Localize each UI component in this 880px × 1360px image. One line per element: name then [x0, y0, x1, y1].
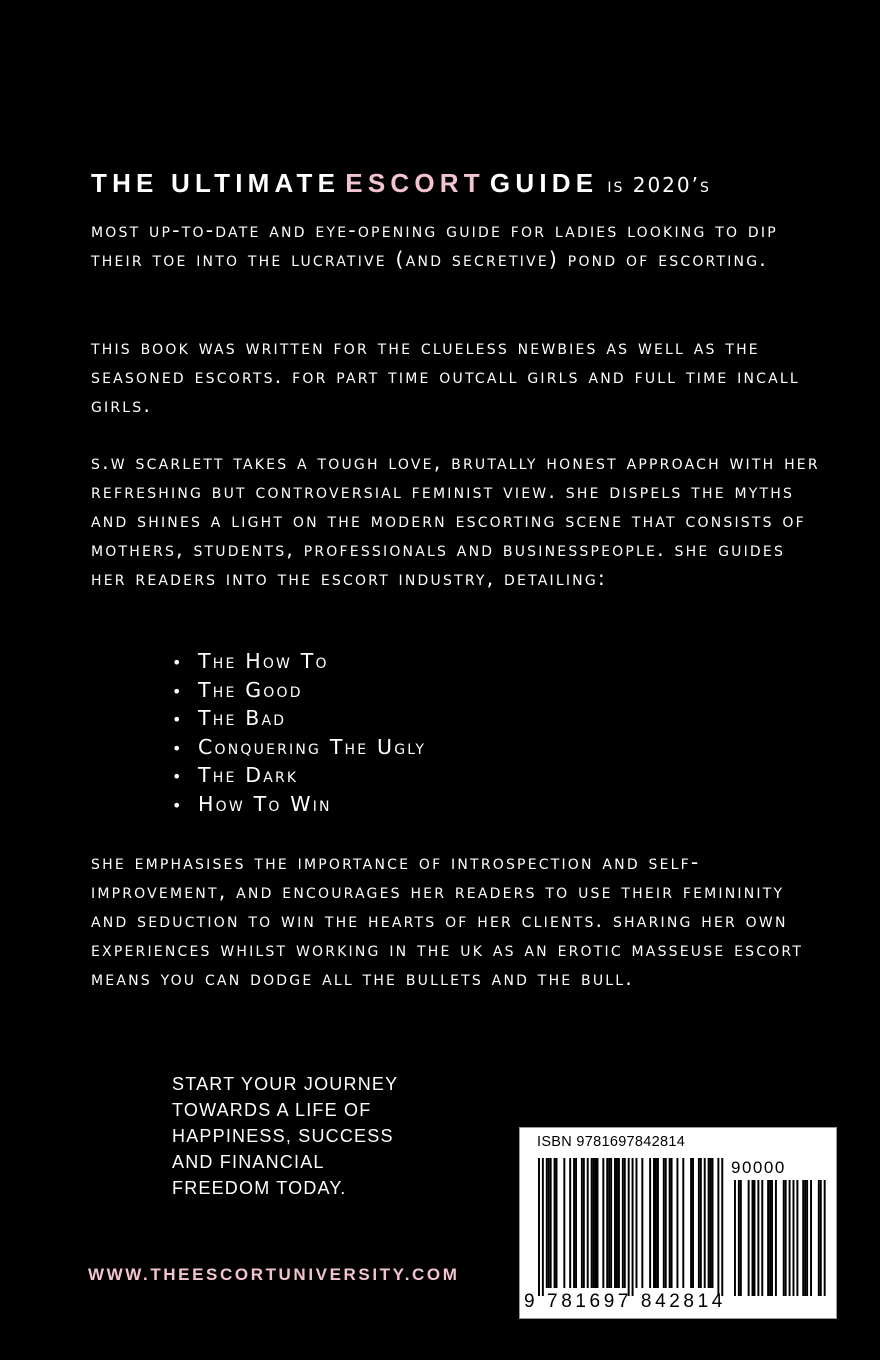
headline-guide: GUIDE: [489, 168, 599, 198]
barcode-bar: [569, 1158, 571, 1288]
barcode-bar: [682, 1158, 684, 1288]
barcode-bar: [641, 1158, 643, 1288]
barcode-bar: [700, 1158, 702, 1288]
barcode-bar: [622, 1158, 624, 1288]
barcode-bar: [591, 1158, 593, 1288]
barcode-bar: [542, 1158, 544, 1296]
barcode-bar: [546, 1158, 548, 1288]
addon-bar: [769, 1180, 771, 1296]
addon-bar: [785, 1180, 787, 1296]
addon-bar: [793, 1180, 795, 1296]
paragraph-audience: this book was written for the clueless newbies as well as the seasoned escorts. for part time outcall girls and full time incall girls.: [91, 335, 800, 417]
list-item: • Conquering The Ugly: [172, 733, 426, 762]
barcode-bar: [717, 1158, 719, 1296]
barcode-bar: [606, 1158, 608, 1288]
addon-bar: [771, 1180, 773, 1296]
barcode-bar: [548, 1158, 550, 1288]
addon-bar: [752, 1180, 754, 1296]
barcode-bar: [669, 1158, 671, 1288]
bullet-icon: •: [172, 681, 182, 701]
barcode-bar: [671, 1158, 673, 1288]
topics-list: [172, 647, 426, 819]
addon-bar: [796, 1180, 798, 1296]
barcode-bar: [575, 1158, 577, 1288]
barcode-bar: [538, 1158, 540, 1296]
addon-bar: [810, 1180, 812, 1296]
list-item: • How To Win: [172, 790, 426, 819]
barcode-bar: [583, 1158, 585, 1288]
addon-bar: [775, 1180, 777, 1296]
addon-bar: [783, 1180, 785, 1296]
barcode-bar: [614, 1158, 616, 1288]
bullet-icon: •: [172, 653, 182, 672]
addon-bar: [761, 1180, 763, 1296]
barcode-bar: [554, 1158, 556, 1288]
headline: [91, 168, 711, 199]
barcode-bar: [587, 1158, 589, 1288]
addon-bar: [757, 1180, 759, 1296]
bullet-icon: •: [172, 767, 182, 787]
paragraph-introspection: she emphasises the importance of introspection and self-improvement, and encourages her readers to use their femininity and seduction to win the hearts of her clients. sharing her own experiences whilst working in the uk as an erotic masseuse escort means you can dodge all the bullets and the bull.: [91, 850, 804, 990]
addon-bar: [767, 1180, 769, 1296]
addon-bar: [734, 1180, 736, 1296]
price-code: 90000: [731, 1158, 786, 1177]
list-item: • The Dark: [172, 761, 426, 790]
barcode-bar: [698, 1158, 700, 1288]
list-item: • The Good: [172, 676, 426, 705]
barcode-bar: [710, 1158, 712, 1288]
barcode-bar: [653, 1158, 655, 1288]
addon-bar: [738, 1180, 740, 1296]
isbn-label: ISBN 9781697842814: [537, 1134, 686, 1150]
barcode-bar: [721, 1158, 723, 1296]
bullet-icon: •: [172, 738, 182, 758]
paragraph-intro: most up-to-date and eye-opening guide for ladies looking to dip their toe into the lucrative (and secretive) pond of escorting.: [91, 218, 778, 271]
barcode-bar: [628, 1158, 630, 1296]
barcode-bar: [597, 1158, 599, 1288]
journey-callout: START YOUR JOURNEY TOWARDS A LIFE OF HAPPINESS, SUCCESS AND FINANCIAL FREEDOM TODAY.: [172, 1074, 399, 1198]
addon-bar: [820, 1180, 822, 1296]
headline-escort: ESCORT: [345, 168, 485, 198]
list-item: • The How To: [172, 647, 426, 676]
barcode-digits: 9 781697 842814: [524, 1291, 726, 1312]
headline-tail: is 2020’s: [607, 173, 711, 197]
barcode-bar: [556, 1158, 558, 1288]
addon-bar: [802, 1180, 804, 1296]
barcode-bar: [563, 1158, 565, 1288]
barcode-bar: [712, 1158, 714, 1288]
list-item: • The Bad: [172, 704, 426, 733]
barcode-bar: [581, 1158, 583, 1288]
paragraph-author-approach: s.w scarlett takes a tough love, brutally honest approach with her refreshing but controversial feminist view. she dispels the myths and shines a light on the modern escorting scene that consists of mothers, students, professionals and businesspeople. she guides her readers into the escort industry, detailing:: [91, 450, 820, 590]
addon-bar: [818, 1180, 820, 1296]
barcode-bar: [632, 1158, 634, 1296]
barcode-bar: [602, 1158, 604, 1288]
barcode-bar: [595, 1158, 597, 1288]
barcode-bar: [573, 1158, 575, 1288]
addon-bar: [804, 1180, 806, 1296]
barcode-bar: [636, 1158, 638, 1288]
barcode-bar: [663, 1158, 665, 1288]
addon-bar: [754, 1180, 756, 1296]
barcode-bar: [657, 1158, 659, 1288]
barcode-bar: [692, 1158, 694, 1288]
barcode-bar: [655, 1158, 657, 1288]
addon-bar: [824, 1180, 826, 1296]
barcode-bar: [690, 1158, 692, 1288]
barcode-bar: [665, 1158, 667, 1288]
addon-bar: [740, 1180, 742, 1296]
addon-bar: [789, 1180, 791, 1296]
barcode-box: [519, 1127, 837, 1319]
barcode-bar: [704, 1158, 706, 1288]
barcode-bar: [608, 1158, 610, 1288]
addon-bar: [748, 1180, 750, 1296]
barcode-bar: [624, 1158, 626, 1288]
barcode-bar: [550, 1158, 552, 1288]
bullet-icon: •: [172, 710, 182, 730]
barcode-bar: [593, 1158, 595, 1288]
barcode-bar: [610, 1158, 612, 1288]
barcode-bar: [616, 1158, 618, 1288]
barcode-bar: [618, 1158, 620, 1288]
website-url[interactable]: WWW.THEESCORTUNIVERSITY.COM: [88, 1265, 460, 1284]
barcode-bar: [676, 1158, 678, 1288]
bullet-icon: •: [172, 795, 182, 815]
barcode-bar: [649, 1158, 651, 1288]
headline-the-ultimate: THE ULTIMATE: [91, 168, 341, 198]
addon-bar: [806, 1180, 808, 1296]
barcode-bar: [708, 1158, 710, 1288]
